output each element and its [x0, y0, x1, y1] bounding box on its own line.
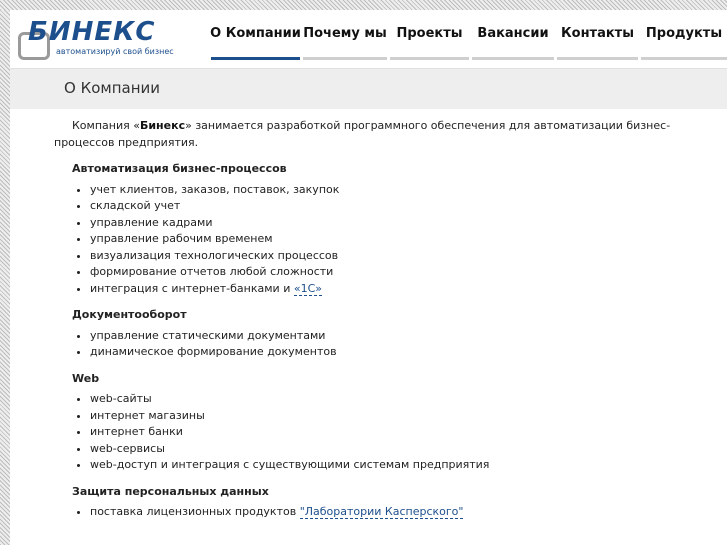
list-item: • складской учет [90, 198, 704, 215]
nav-item-projects[interactable]: Проекты [390, 10, 469, 60]
intro-paragraph [54, 118, 704, 151]
list-automation [54, 182, 704, 298]
list-item-text: интеграция с интернет-банками и [90, 281, 294, 295]
intro-company-name: Бинекс [139, 119, 186, 132]
list-item: • web-сервисы [90, 441, 704, 458]
nav-item-vacancies[interactable]: Вакансии [472, 10, 554, 60]
nav-item-contacts[interactable]: Контакты [557, 10, 638, 60]
list-item: • управление рабочим временем [90, 231, 704, 248]
link-kaspersky[interactable]: "Лаборатории Касперского" [299, 505, 464, 518]
list-data-protection [54, 504, 704, 521]
section-title-web: Web [72, 371, 100, 385]
list-item [90, 281, 704, 298]
list-docflow [54, 328, 704, 361]
list-item: • визуализация технологических процессов [90, 248, 704, 265]
list-item: • web-сайты [90, 391, 704, 408]
list-item: • интернет банки [90, 424, 704, 441]
page-title: О Компании [64, 79, 161, 97]
content [54, 118, 704, 521]
section-title-automation: Автоматизация бизнес-процессов [72, 162, 287, 175]
section-title-docflow: Документооборот [72, 308, 187, 321]
logo[interactable] [18, 17, 178, 62]
nav-item-about[interactable]: О Компании [211, 10, 300, 60]
intro-suffix: » занимается разработкой программного обеспечения для автоматизации бизнес-процессов предприятия. [54, 119, 671, 149]
list-item: • учет клиентов, заказов, поставок, закупок [90, 182, 704, 199]
title-bar [10, 68, 727, 109]
left-hatch-pattern [0, 10, 10, 545]
list-item: • интернет магазины [90, 408, 704, 425]
section-title-data-protection: Защита персональных данных [72, 484, 269, 498]
nav-item-why-us[interactable]: Почему мы [303, 10, 387, 60]
list-item: • web-доступ и интеграция с существующими системам предприятия [90, 457, 704, 474]
logo-wordmark: БИНЕКС [28, 17, 156, 47]
list-web [54, 391, 704, 474]
list-item: • управление статическими документами [90, 328, 704, 345]
list-item-text: поставка лицензионных продуктов [90, 505, 300, 518]
top-hatch-pattern [0, 0, 727, 10]
logo-tagline: автоматизируй свой бизнес [56, 47, 174, 56]
nav-item-products[interactable]: Продукты [641, 10, 727, 60]
link-1c[interactable]: «1С» [293, 281, 322, 295]
list-item: • формирование отчетов любой сложности [90, 264, 704, 281]
header [10, 10, 727, 68]
list-item: • управление кадрами [90, 215, 704, 232]
intro-prefix: Компания « [72, 119, 140, 132]
list-item: • динамическое формирование документов [90, 344, 704, 361]
list-item [90, 504, 704, 521]
